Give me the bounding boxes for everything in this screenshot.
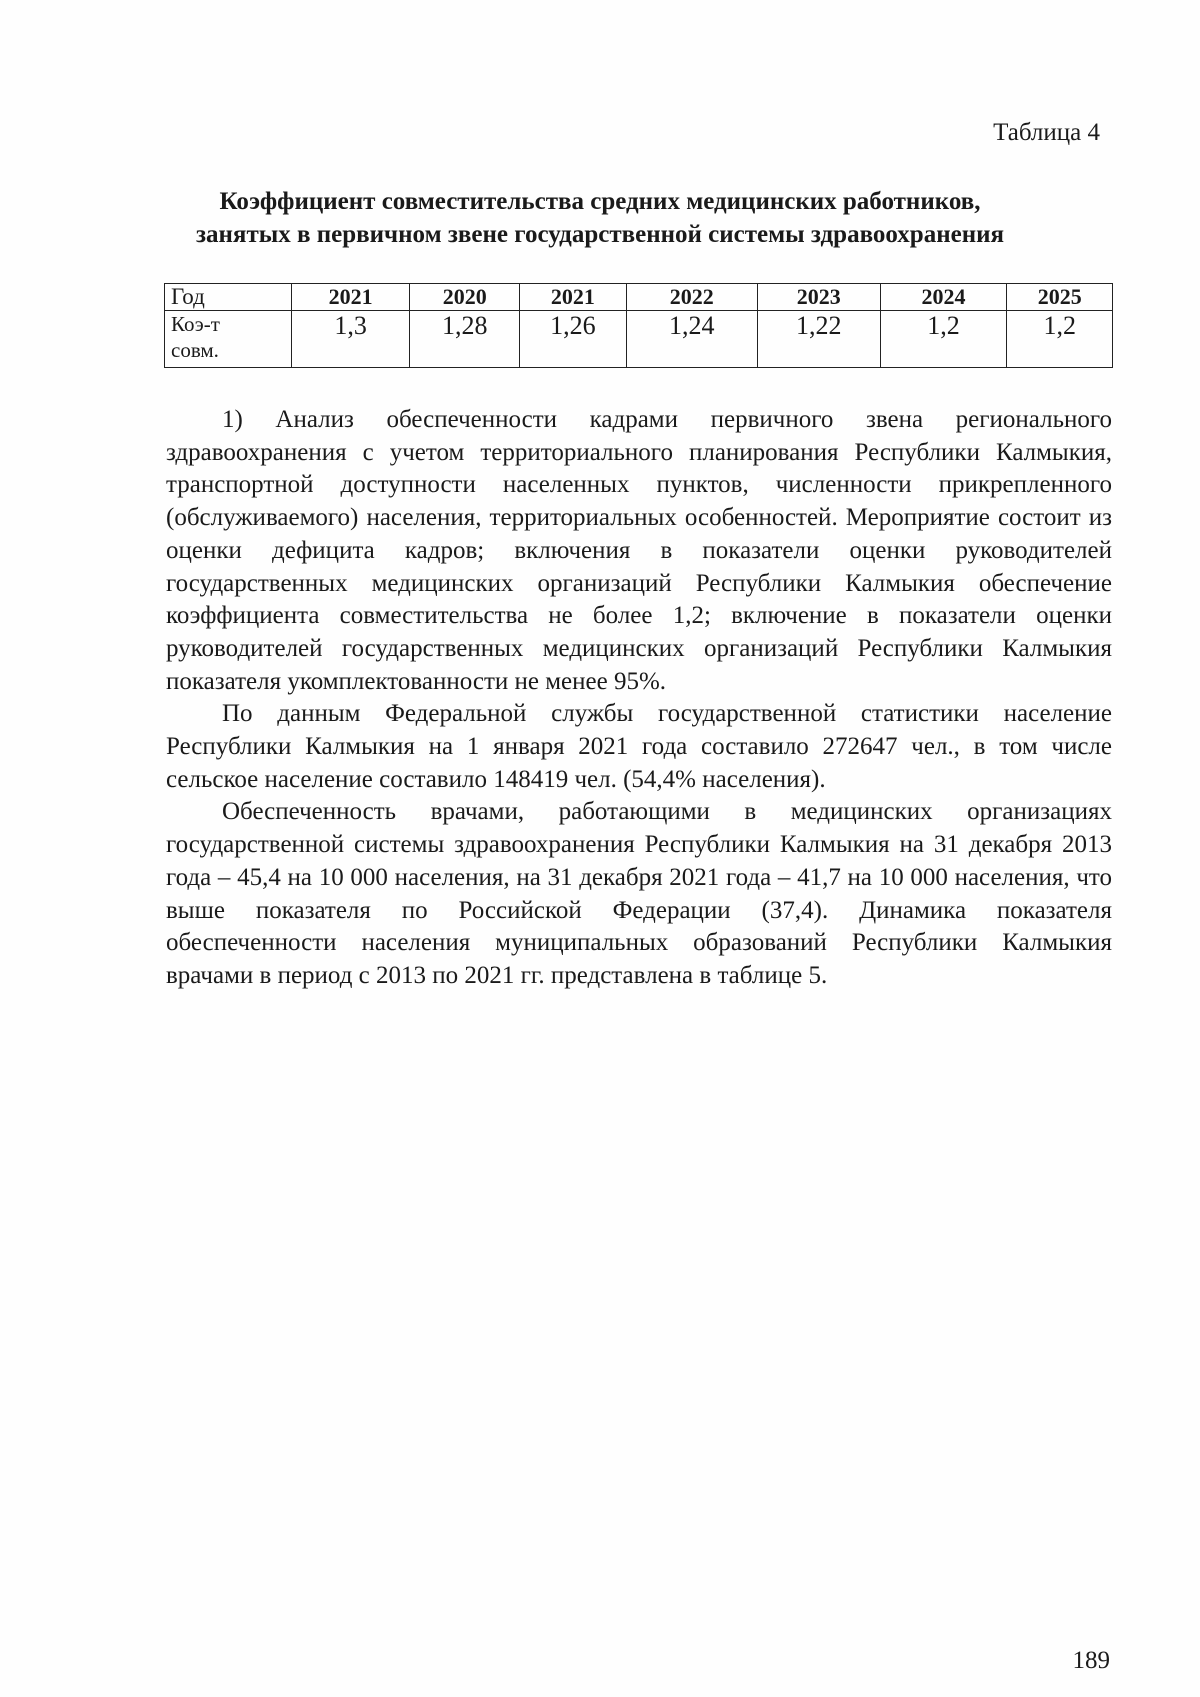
value-cell: 1,22 [757, 311, 880, 368]
header-cell: 2021 [520, 284, 627, 311]
header-cell: 2020 [410, 284, 520, 311]
value-cell: 1,2 [1007, 311, 1113, 368]
value-cell: 1,3 [291, 311, 409, 368]
table-row [165, 311, 1113, 368]
header-cell: 2021 [291, 284, 409, 311]
header-cell: 2022 [626, 284, 757, 311]
table-title-line: Коэффициент совместительства средних медицинских работников, [219, 188, 981, 215]
header-cell: 2024 [880, 284, 1007, 311]
value-cell: 1,28 [410, 311, 520, 368]
table-header-row [165, 284, 1113, 311]
header-cell: 2025 [1007, 284, 1113, 311]
table-title [150, 185, 1050, 251]
body-text [166, 404, 1112, 993]
table-caption: Таблица 4 [993, 119, 1100, 146]
paragraph: Обеспеченность врачами, работающими в медицинских организациях государственной системы здравоохранения Республики Калмыкия на 31 декабря 2013 года – 45,4 на 10 000 населения, на 31 декабря 2021 года – 41,7 на 10 000 населения, что выше показателя по Российской Федерации (37,4). Динамика показателя обеспеченности населения муниципальных образований Республики Калмыкия врачами в период с 2013 по 2021 гг. представлена в таблице 5. [166, 798, 1112, 989]
value-cell: 1,24 [626, 311, 757, 368]
paragraph: По данным Федеральной службы государственной статистики население Республики Калмыкия на 1 января 2021 года составило 272647 чел., в том числе сельское население составило 148419 чел. (54,4% населения). [166, 700, 1112, 793]
row-label-cell [165, 311, 292, 368]
value-cell: 1,2 [880, 311, 1007, 368]
header-cell: Год [165, 284, 292, 311]
row-label-line: Коэ-т [171, 312, 220, 336]
row-label-line: совм. [171, 338, 219, 362]
table-title-line: занятых в первичном звене государственной системы здравоохранения [195, 221, 1005, 248]
value-cell: 1,26 [520, 311, 627, 368]
paragraph: 1) Анализ обеспеченности кадрами первичного звена регионального здравоохранения с учетом территориального планирования Республики Калмыкия, транспортной доступности населенных пунктов, численности прикрепленного (обслуживаемого) населения, территориальных особенностей. Мероприятие состоит из оценки дефицита кадров; включения в показатели оценки руководителей государственных медицинских организаций Республики Калмыкия обеспечение коэффициента совместительства не более 1,2; включение в показатели оценки руководителей государственных медицинских организаций Республики Калмыкия показателя укомплектованности не менее 95%. [166, 406, 1112, 695]
coefficient-table [164, 283, 1113, 368]
page-number: 189 [1072, 1647, 1110, 1674]
header-cell: 2023 [757, 284, 880, 311]
